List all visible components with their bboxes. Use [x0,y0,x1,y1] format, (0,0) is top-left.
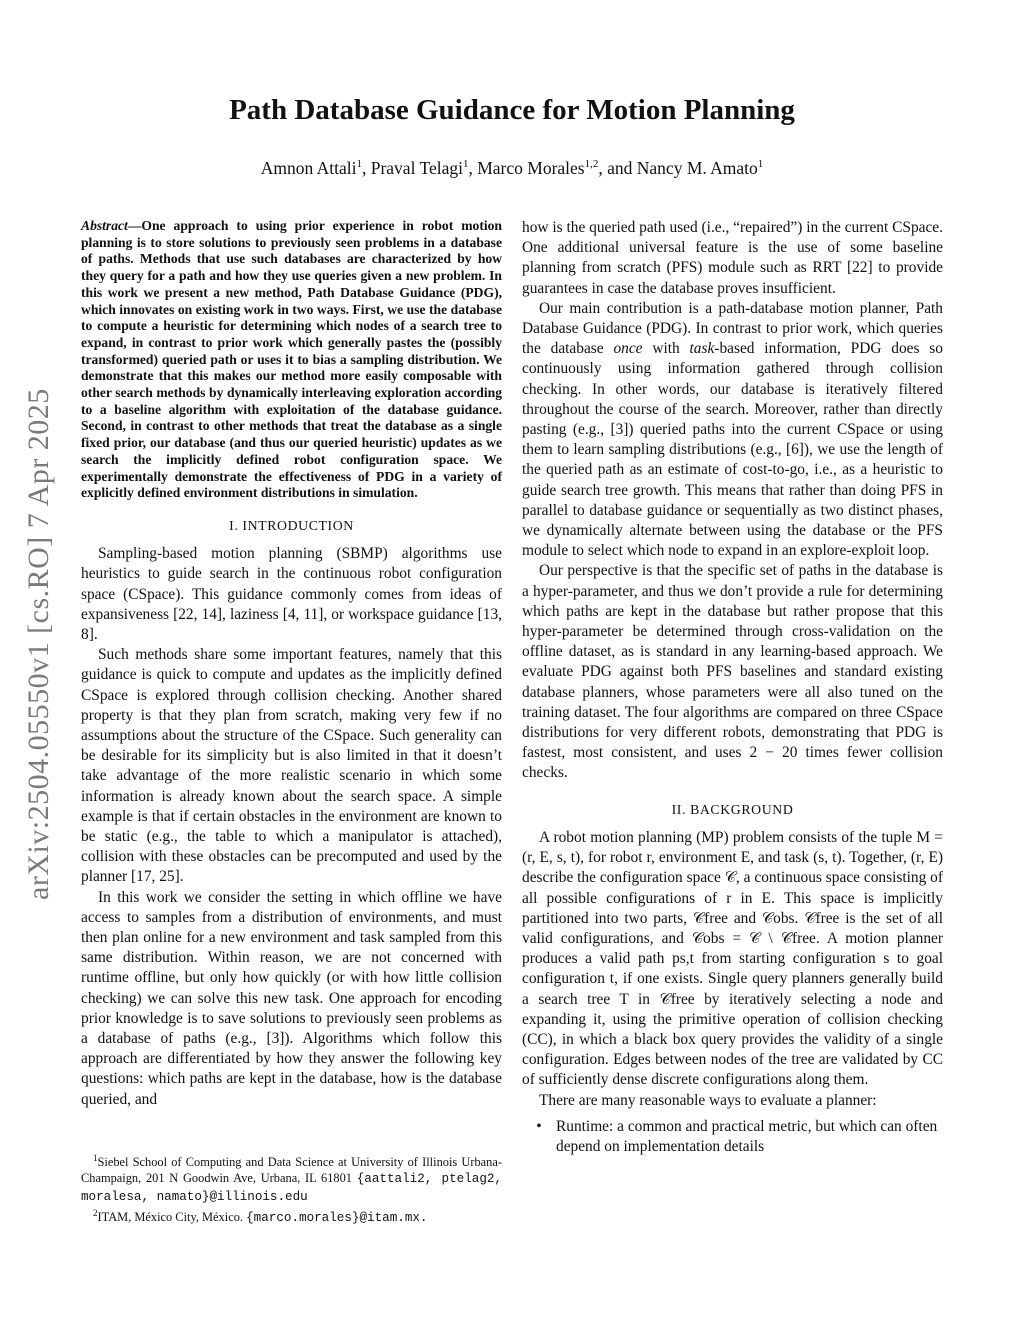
section-heading-background: II. BACKGROUND [671,801,794,817]
text-fragment: with [642,340,690,358]
intro-paragraph-2: Such methods share some important features, namely that this guidance is quick to compute and updates as the implicitly defined CSpace is explored through collision checking. Another shared property is that they plan from scratch, making very few if no assumptions about the structure of the CSpace. Such generality can be desirable for its simplicity but is also limited in that it doesn’t take advantage of the more realistic scenario in which some information is already known about the search space. A simple example is that if certain obstacles in the environment are known to be static (e.g., the table to which a manipulator is attached), collision with these obstacles can be precomputed and used by the planner [17, 25]. [81,646,502,886]
arxiv-stamp: arXiv:2504.05550v1 [cs.RO] 7 Apr 2025 [22,388,55,900]
footnote-1-text: Siebel School of Computing and Data Science at University of Illinois Urbana-Champaign, 201 N Goodwin Ave, Urbana, IL 61801 [81,1155,502,1186]
list-item-text: Runtime: a common and practical metric, but which can often depend on implementation details [556,1117,938,1155]
left-column [81,218,502,1110]
footnote-2 [81,1205,502,1226]
intro-paragraph-3: In this work we consider the setting in which offline we have access to samples from a distribution of environments, and must then plan online for a new environment and task sampled from this same distribution. Within reason, we are not concerned with runtime offline, but only how quickly (or with how little collision checking) we can solve this new task. One approach for encoding prior knowledge is to save solutions to previously seen problems as a database of paths (e.g., [3]). Algorithms which follow this approach are differentiated by how they answer the following key questions: which paths are kept in the database, how is the database queried, and [81,888,502,1108]
abstract-text: —One approach to using prior experience in robot motion planning is to store solutions to previously seen problems in a database of paths. Methods that use such databases are characterized by how they query for a path and how they use queries given a new problem. In this work we present a new method, Path Database Guidance (PDG), which innovates on existing work in two ways. First, we use the database to compute a heuristic for determining which nodes of a search tree to expand, in contrast to prior work which generally pastes the (possibly transformed) queried path or uses it to bias a sampling distribution. We demonstrate that this makes our method more easily composable with other search methods by dynamically interleaving exploration according to a baseline algorithm with exploitation of the database guidance. Second, in contrast to other methods that treat the database as a single fixed prior, our database (and thus our queried heuristic) updates as we search the implicitly defined robot configuration space. We experimentally demonstrate the effectiveness of PDG in a variety of explicitly defined environment distributions in simulation. [81,218,502,501]
intro-paragraph-5 [522,299,943,562]
emphasis-task: task [689,340,715,358]
footnote-1-mark: 1 [93,1153,98,1163]
footnotes [81,1150,502,1226]
footnote-1 [81,1150,502,1205]
emphasis-once: once [613,340,643,358]
text-fragment: Our main contribution is a path-database motion planner, Path Database Guidance (PDG). In contrast to prior work, which queries the database [522,299,943,358]
footnote-2-text: ITAM, México City, México. [97,1209,243,1224]
text-fragment: -based information, PDG does so continuously using information gathered through collision checking. In other words, our database is iteratively filtered throughout the course of the search. Moreover, rather than directly pasting (e.g., [3]) queried paths into the current CSpace or using them to learn sampling distributions (e.g., [6]), we use the length of the queried path as an estimate of cost-to-go, i.e., as a heuristic to guide search tree growth. This means that rather than doing PFS in parallel to database guidance or sequentially as two distinct phases, we dynamically alternate between using the database or the PFS module to select which node to expand in an explore-exploit loop. [522,340,943,560]
list-item [522,1117,943,1157]
intro-paragraph-1: Sampling-based motion planning (SBMP) algorithms use heuristics to guide search in the continuous robot configuration space (CSpace). This guidance commonly comes from ideas of expansiveness [22, 14], laziness [4, 11], or workspace guidance [13, 8]. [81,545,502,643]
author-list [100,158,924,179]
author-telagi: , Praval Telagi [361,158,463,178]
intro-paragraph-4: how is the queried path used (i.e., “repaired”) in the current CSpace. One additional universal feature is the use of some baseline planning from scratch (PFS) module such as RRT [22] to provide guarantees in case the database proves insufficient. [522,219,943,297]
intro-paragraph-6: Our perspective is that the specific set of paths in the database is a hyper-parameter, and thus we don’t provide a rule for determining which paths are kept in the database but rather propose that this hyper-parameter be determined through cross-validation on the offline dataset, as is standard in any learning-based approach. We evaluate PDG against both PFS baselines and standard existing database planners, whose parameters were all also tuned on the training dataset. The four algorithms are compared on three CSpace distributions for very different robots, demonstrating that PDG is fastest, most consistent, and uses 2 − 20 times fewer collision checks. [522,562,943,782]
background-paragraph-2: There are many reasonable ways to evaluate a planner: [539,1091,877,1109]
author-affiliation-mark: 1 [757,158,764,171]
background-paragraph-1: A robot motion planning (MP) problem consists of the tuple M = (r, E, s, t), for robot r, environment E, and task (s, t). Together, (r, E) describe the configuration space 𝒞, a continuous space consisting of all possible configurations of r in E. This space is implicitly partitioned into two parts, 𝒞free and 𝒞obs. 𝒞free is the set of all valid configurations, and 𝒞obs = 𝒞 \ 𝒞free. A motion planner produces a valid path ps,t from starting configuration s to goal configuration t, if one exists. Single query planners generally build a search tree T in 𝒞free by iteratively selecting a node and expanding it, using the primitive operation of collision checking (CC), in which a black box query provides the validity of a single configuration. Edges between nodes of the tree are validated by CC of sufficiently dense discrete configurations along them. [522,828,943,1089]
author-attali: Amnon Attali [260,158,357,178]
abstract [81,218,502,502]
author-amato: , and Nancy M. Amato [598,158,758,178]
bullet-icon: • [536,1117,542,1135]
section-heading-introduction: I. INTRODUCTION [229,517,354,533]
author-affiliation-mark: 1 [356,158,362,171]
paper-title: Path Database Guidance for Motion Planning [229,94,795,126]
author-affiliation-mark: 1 [462,158,469,171]
footnote-2-emails: {marco.morales}@itam.mx. [246,1210,428,1225]
abstract-lead: Abstract [81,218,128,233]
footnote-1-emails: {aattali2, ptelag2, moralesa, namato}@illinois.edu [81,1172,502,1204]
footnote-2-mark: 2 [93,1207,98,1218]
author-affiliation-mark: 1,2 [584,158,599,171]
right-column [522,218,943,1157]
author-morales: , Marco Morales [468,158,585,178]
